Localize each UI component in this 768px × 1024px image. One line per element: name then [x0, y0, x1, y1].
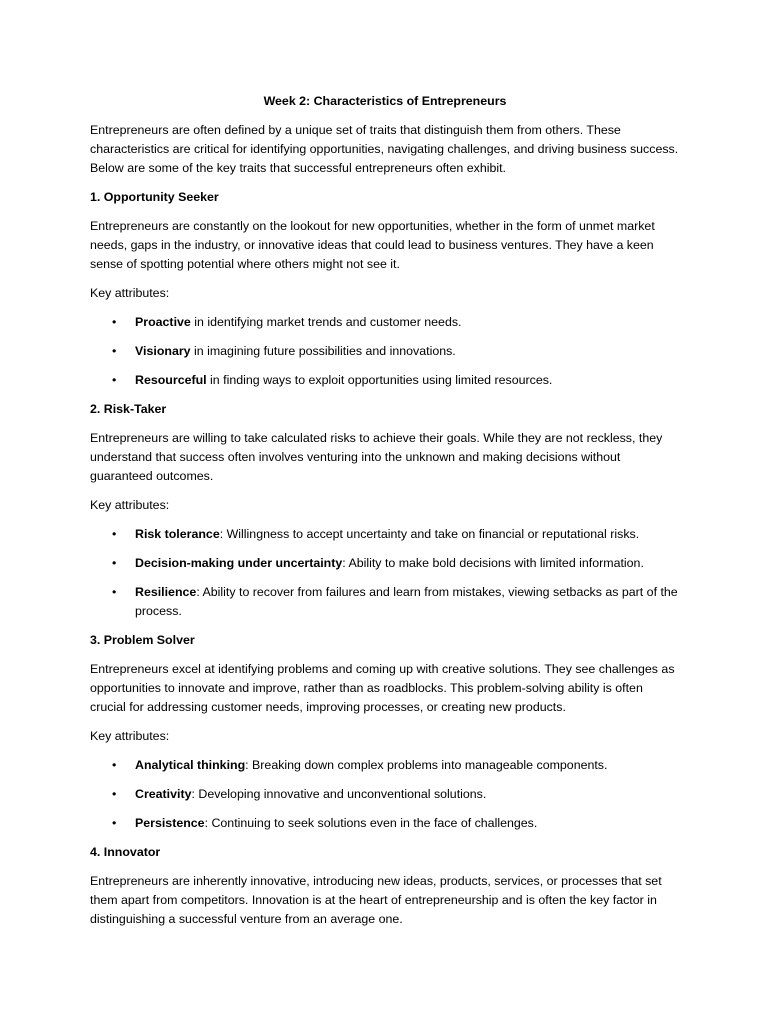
page-title: Week 2: Characteristics of Entrepreneurs — [263, 94, 507, 108]
section-heading: 4. Innovator — [90, 845, 161, 859]
bullet-icon: • — [112, 758, 117, 772]
list-item — [90, 371, 680, 390]
bullet-icon: • — [112, 373, 117, 387]
bullet-icon: • — [112, 344, 117, 358]
bullet-icon: • — [112, 787, 117, 801]
attribute-term: Analytical thinking — [135, 758, 246, 772]
bullet-icon: • — [112, 315, 117, 329]
section-heading: 2. Risk-Taker — [90, 402, 167, 416]
attribute-text: : Willingness to accept uncertainty and take on financial or reputational risks. — [219, 527, 640, 541]
section-heading: 1. Opportunity Seeker — [90, 190, 219, 204]
attribute-text: : Continuing to seek solutions even in the face of challenges. — [204, 816, 538, 830]
list-item — [90, 756, 680, 775]
document-content — [90, 92, 680, 939]
list-item — [90, 785, 680, 804]
attribute-text: : Developing innovative and unconventional solutions. — [191, 787, 487, 801]
list-item — [90, 554, 680, 573]
bullet-icon: • — [112, 556, 117, 570]
section-paragraph: Entrepreneurs are willing to take calculated risks to achieve their goals. While they are not reckless, they understand that success often involves venturing into the unknown and making decisions without guaranteed outcomes. — [90, 431, 663, 483]
list-item — [90, 583, 680, 621]
bullet-icon: • — [112, 585, 117, 599]
attribute-text: in imagining future possibilities and innovations. — [190, 344, 456, 358]
bullet-icon: • — [112, 816, 117, 830]
section-problem-solver — [90, 631, 680, 833]
attribute-text: : Ability to recover from failures and learn from mistakes, viewing setbacks as part of the process. — [135, 585, 678, 618]
attribute-term: Persistence — [135, 816, 205, 830]
attribute-text: in finding ways to exploit opportunities using limited resources. — [206, 373, 553, 387]
attribute-list — [90, 313, 680, 390]
list-item — [90, 342, 680, 361]
intro-paragraph: Entrepreneurs are often defined by a unique set of traits that distinguish them from others. These characteristics are critical for identifying opportunities, navigating challenges, and driving business success. Below are some of the key traits that successful entrepreneurs often exhibit. — [90, 123, 679, 175]
section-paragraph: Entrepreneurs are inherently innovative, introducing new ideas, products, services, or processes that set them apart from competitors. Innovation is at the heart of entrepreneurship and is often the key factor in distinguishing a successful venture from an average one. — [90, 874, 662, 926]
section-paragraph: Entrepreneurs are constantly on the lookout for new opportunities, whether in the form of unmet market needs, gaps in the industry, or innovative ideas that could lead to business ventures. They have a keen sense of spotting potential where others might not see it. — [90, 219, 655, 271]
section-opportunity-seeker — [90, 188, 680, 390]
attribute-term: Visionary — [135, 344, 191, 358]
attribute-text: : Ability to make bold decisions with limited information. — [342, 556, 644, 570]
key-attributes-label: Key attributes: — [90, 498, 170, 512]
section-heading: 3. Problem Solver — [90, 633, 195, 647]
key-attributes-label: Key attributes: — [90, 729, 170, 743]
attribute-term: Resourceful — [135, 373, 207, 387]
attribute-term: Risk tolerance — [135, 527, 220, 541]
attribute-term: Resilience — [135, 585, 197, 599]
attribute-term: Proactive — [135, 315, 191, 329]
key-attributes-label: Key attributes: — [90, 286, 170, 300]
list-item — [90, 313, 680, 332]
attribute-term: Creativity — [135, 787, 192, 801]
attribute-list — [90, 756, 680, 833]
section-paragraph: Entrepreneurs excel at identifying problems and coming up with creative solutions. They see challenges as opportunities to innovate and improve, rather than as roadblocks. This problem-solving ability is often crucial for addressing customer needs, improving processes, or creating new products. — [90, 662, 675, 714]
list-item — [90, 814, 680, 833]
section-risk-taker — [90, 400, 680, 621]
list-item — [90, 525, 680, 544]
bullet-icon: • — [112, 527, 117, 541]
attribute-text: in identifying market trends and customer needs. — [190, 315, 462, 329]
section-innovator — [90, 843, 680, 929]
attribute-list — [90, 525, 680, 621]
attribute-text: : Breaking down complex problems into manageable components. — [245, 758, 608, 772]
attribute-term: Decision-making under uncertainty — [135, 556, 343, 570]
